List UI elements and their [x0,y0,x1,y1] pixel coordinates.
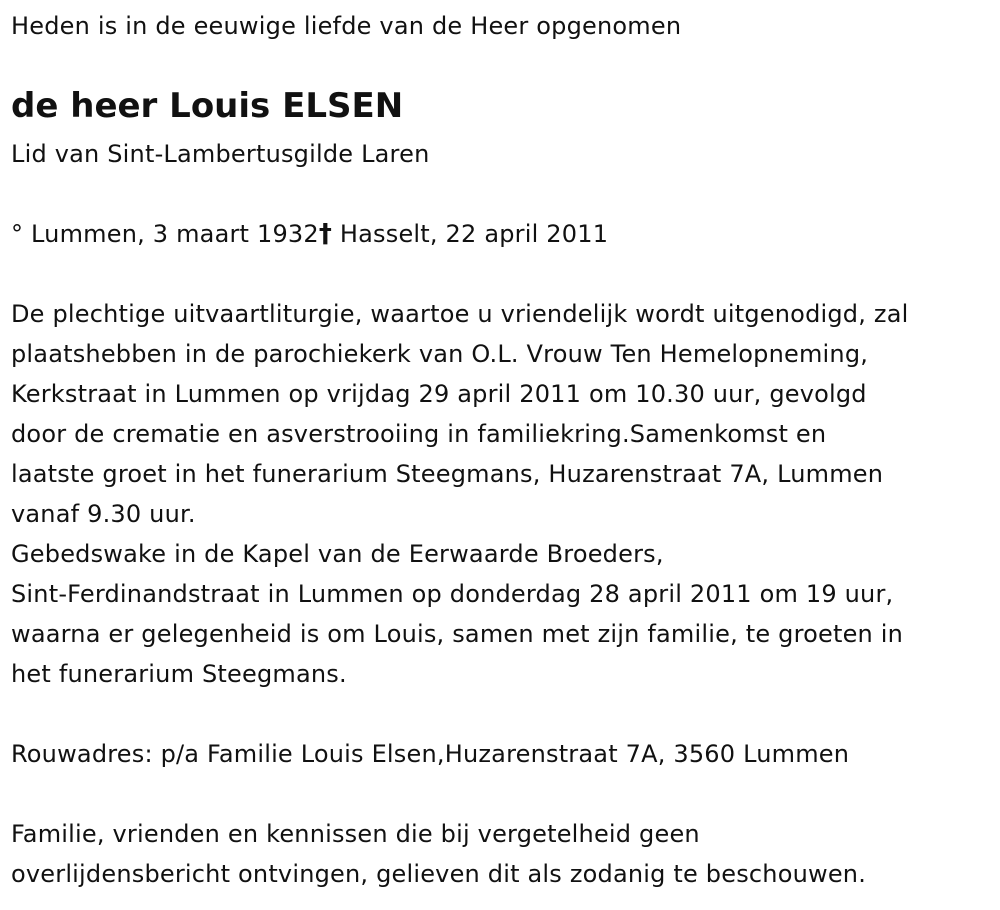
mourning-address: Rouwadres: p/a Familie Louis Elsen,Huzarenstraat 7A, 3560 Lummen [11,740,850,768]
body-line: De plechtige uitvaartliturgie, waartoe u vriendelijk wordt uitgenodigd, zal [11,300,909,328]
birth-death-dates [11,214,608,254]
birth-info: ° Lummen, 3 maart 1932 [11,220,319,248]
membership-text: Lid van Sint-Lambertusgilde Laren [11,140,430,168]
body-line: waarna er gelegenheid is om Louis, samen met zijn familie, te groeten in [11,620,904,648]
death-info: Hasselt, 22 april 2011 [332,220,609,248]
cross-icon: † [318,219,333,249]
closing-line: Familie, vrienden en kennissen die bij vergetelheid geen [11,820,700,848]
deceased-name: de heer Louis ELSEN [11,86,404,126]
closing-line: overlijdensbericht ontvingen, gelieven dit als zodanig te beschouwen. [11,860,867,888]
intro-text: Heden is in de eeuwige liefde van de Heer opgenomen [11,12,682,40]
body-line: Gebedswake in de Kapel van de Eerwaarde Broeders, [11,540,664,568]
body-line: vanaf 9.30 uur. [11,500,196,528]
body-line: het funerarium Steegmans. [11,660,347,688]
body-line: laatste groet in het funerarium Steegmans, Huzarenstraat 7A, Lummen [11,460,884,488]
funeral-details [11,294,908,694]
closing-note [11,814,866,894]
body-line: Kerkstraat in Lummen op vrijdag 29 april 2011 om 10.30 uur, gevolgd [11,380,867,408]
body-line: Sint-Ferdinandstraat in Lummen op donderdag 28 april 2011 om 19 uur, [11,580,894,608]
body-line: door de crematie en asverstrooiing in familiekring.Samenkomst en [11,420,827,448]
body-line: plaatshebben in de parochiekerk van O.L. Vrouw Ten Hemelopneming, [11,340,869,368]
